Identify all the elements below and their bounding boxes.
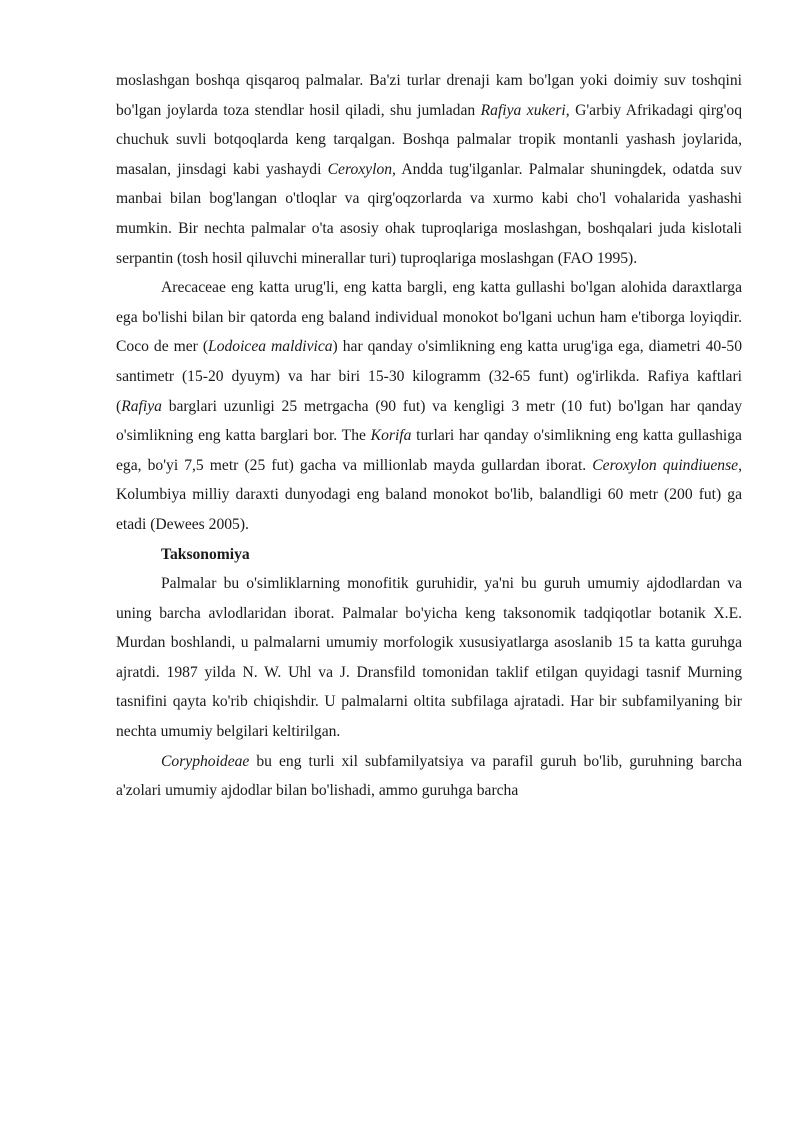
text-run: G'arbiy Afrikadagi qirg'oq chuchuk suvli botqoqlarda keng tarqalgan. Boshqa palmalar tropik montanli yashash joylarida, masalan, jinsdagi kabi yashaydi	[116, 101, 742, 178]
text-run: Palmalar bu o'simliklarning monofitik guruhidir, ya'ni bu guruh umumiy ajdodlardan va uning barcha avlodlaridan iborat. Palmalar bo'yicha keng taksonomik tadqiqotlar botanik X.E. Murdan boshlandi, u palmalarni umumiy morfologik xususiyatlarga asoslanib 15 ta katta guruhga ajratdi. 1987 yilda N. W. Uhl va J. Dransfild tomonidan taklif etilgan quyidagi tasnif Murning tasnifini qayta ko'rib chiqishdir. U palmalarni oltita subfilaga ajratadi. Har bir subfamilyaning bir nechta umumiy belgilari keltirilgan.	[116, 575, 742, 741]
italic-text: Coryphoideae	[161, 752, 250, 770]
text-run: turlari har qanday o'simlikning eng katta gullashiga ega, bo'yi 7,5 metr (25 fut) gacha va millionlab mayda gullardan iborat.	[116, 427, 742, 474]
paragraph	[116, 569, 742, 747]
paragraph	[116, 273, 742, 539]
paragraph	[116, 66, 742, 273]
italic-text: Rafiya xukeri,	[480, 101, 570, 119]
text-run: Andda tug'ilganlar. Palmalar shuningdek, odatda suv manbai bilan bog'langan o'tloqlar va qirg'oqzorlarda va xurmo kabi cho'l vohalarida yashashi mumkin. Bir nechta palmalar o'ta asosiy ohak tuproqlariga moslashgan, boshqalari juda kislotali serpantin (tosh hosil qiluvchi minerallar turi) tuproqlariga moslashgan (FAO 1995).	[116, 160, 742, 267]
paragraph	[116, 747, 742, 806]
italic-text: Rafiya	[121, 397, 162, 415]
text-run: ) har qanday o'simlikning eng katta urug'iga ega, diametri 40-50 santimetr (15-20 dyuym) va har biri 15-30 kilogramm (32-65 funt) og'irlikda. Rafiya kaftlari (	[116, 338, 742, 415]
text-run: Taksonomiya	[161, 545, 250, 563]
text-run: bu eng turli xil subfamilyatsiya va parafil guruh bo'lib, guruhning barcha a'zolari umumiy ajdodlar bilan bo'lishadi, ammo guruhga barcha	[116, 752, 742, 800]
italic-text: Ceroxylon,	[327, 160, 396, 178]
text-run: Kolumbiya milliy daraxti dunyodagi eng baland monokot bo'lib, balandligi 60 metr (200 fut) ga etadi (Dewees 2005).	[116, 486, 742, 533]
document-page	[116, 66, 742, 806]
italic-text: Ceroxylon quindiuense,	[592, 456, 742, 474]
section-heading	[116, 540, 742, 570]
italic-text: Lodoicea maldivica	[208, 338, 333, 356]
italic-text: Korifa	[370, 427, 412, 445]
text-run: Arecaceae eng katta urug'li, eng katta bargli, eng katta gullashi bo'lgan alohida daraxtlarga ega bo'lishi bilan bir qatorda eng baland individual monokot bo'lgani uchun ham e'tiborga loyiqdir. Coco de mer (	[116, 279, 742, 356]
text-run: moslashgan boshqa qisqaroq palmalar. Ba'zi turlar drenaji kam bo'lgan yoki doimiy suv toshqini bo'lgan joylarda toza stendlar hosil qiladi, shu jumladan	[116, 72, 742, 119]
text-run: barglari uzunligi 25 metrgacha (90 fut) va kengligi 3 metr (10 fut) bo'lgan har qanday o'simlikning eng katta barglari bor. The	[116, 397, 742, 445]
